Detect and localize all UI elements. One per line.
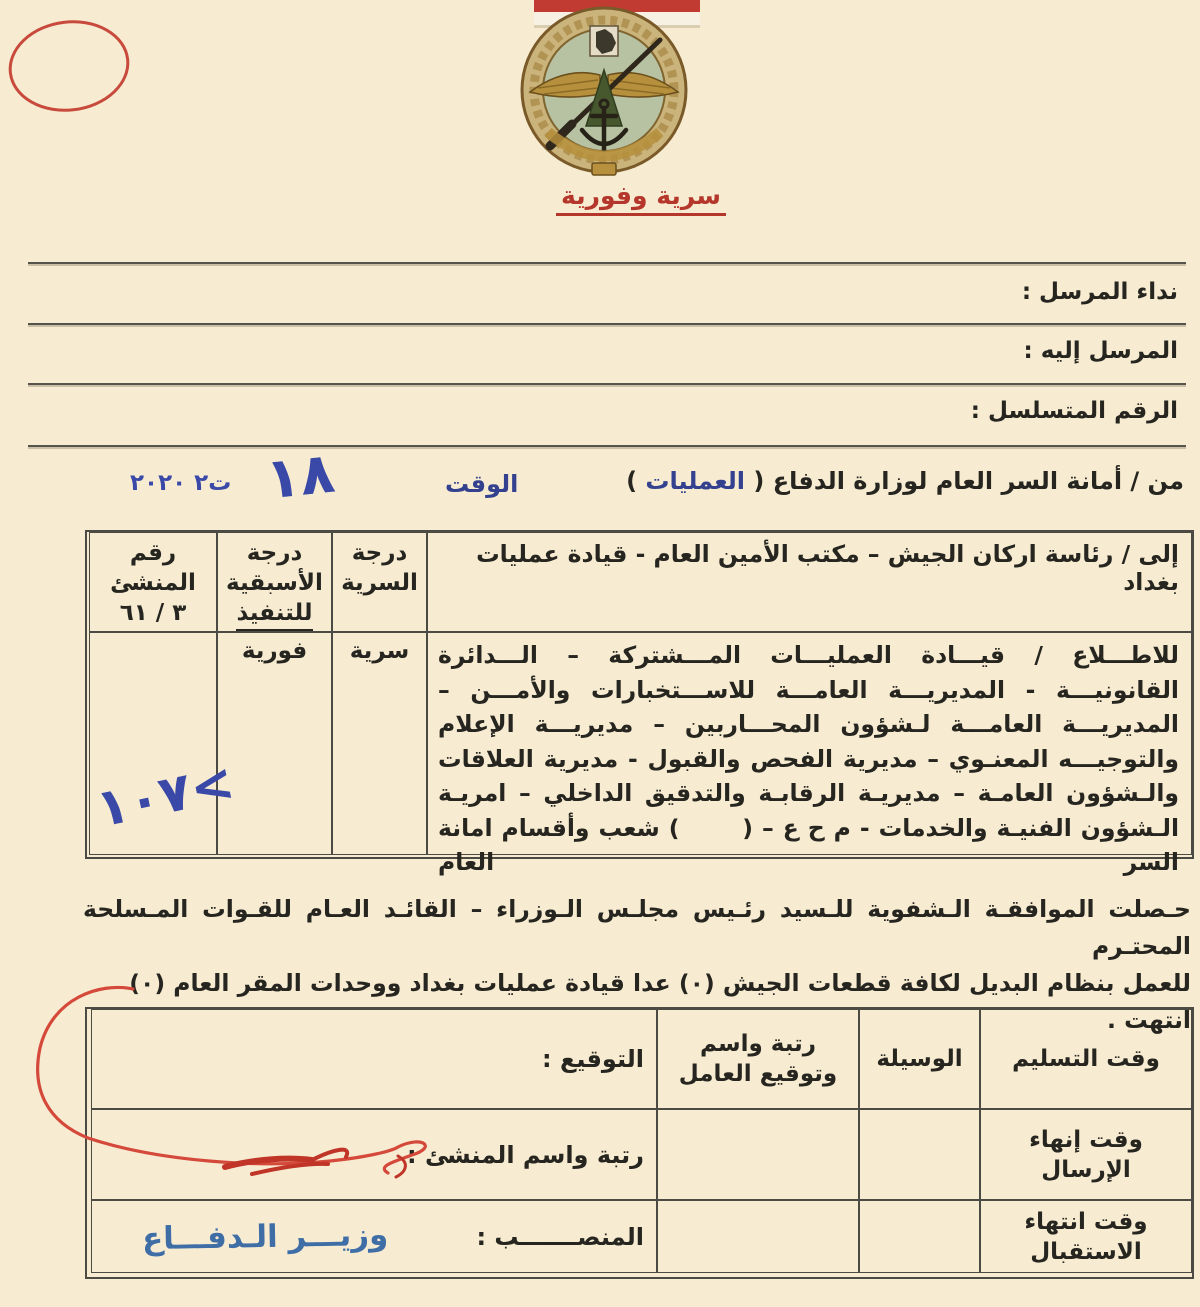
position-label-cell xyxy=(91,1200,657,1273)
priority-value-cell: فورية xyxy=(217,632,332,855)
send-end-line: وقت إنهاء xyxy=(1029,1126,1143,1153)
from-text: من / أمانة السر العام لوزارة الدفاع ( xyxy=(745,467,1184,495)
to-header-cell: إلى / رئاسة اركان الجيش – مكتب الأمين العام - قيادة عمليات بغداد xyxy=(427,532,1192,632)
operator-empty-cell xyxy=(657,1200,859,1273)
addressee-label: المرسل إليه : xyxy=(1023,338,1178,364)
handwritten-month-year: ت٢ ٢٠٢٠ xyxy=(130,470,232,496)
main-routing-table xyxy=(85,530,1194,876)
delivery-time-header-cell: وقت التسليم xyxy=(980,1009,1192,1109)
secrecy-header-line: درجة xyxy=(351,540,408,566)
originator-name-label-cell: رتبة واسم المنشئ : xyxy=(91,1109,657,1200)
handwritten-originator-number: ١٠٧< xyxy=(91,752,240,840)
priority-header-line: الأسبقية xyxy=(226,570,323,596)
signature-label-cell: التوقيع : xyxy=(91,1009,657,1109)
receive-end-time-cell xyxy=(980,1200,1192,1273)
form-rule-line xyxy=(28,262,1186,264)
from-text-close: ) xyxy=(626,467,646,495)
priority-header-line-underlined: للتنفيذ xyxy=(236,598,312,631)
send-end-time-cell xyxy=(980,1109,1192,1200)
from-line xyxy=(626,467,1184,495)
handwritten-day: ١٨ xyxy=(262,440,338,513)
approval-line-1: حـصلت الموافقـة الـشفوية للـسيد رئـيس مجلـس الـوزراء – القائـد العـام للقـوات المـسلحة المحتـرم xyxy=(83,895,1191,960)
delivery-signature-table xyxy=(85,1007,1194,1279)
classification-stamp: سرية وفورية xyxy=(556,181,726,216)
position-label: المنصـــــــب : xyxy=(476,1222,644,1251)
handwritten-minister-of-defense: وزيـــر الـدفـــاع xyxy=(141,1216,389,1257)
serial-number-label: الرقم المتسلسل : xyxy=(970,398,1178,424)
operator-empty-cell xyxy=(657,1109,859,1200)
originator-number-header-cell xyxy=(89,532,217,632)
receive-end-line: الاستقبال xyxy=(1030,1238,1142,1265)
means-empty-cell xyxy=(859,1200,980,1273)
ministry-of-defense-emblem xyxy=(520,0,700,185)
originator-header-line: المنشئ xyxy=(110,570,196,596)
originator-header-number: ٣ / ٦١ xyxy=(119,600,187,626)
originator-number-cell xyxy=(89,632,240,855)
red-pen-circle-annotation xyxy=(5,15,133,117)
secrecy-degree-header-cell xyxy=(332,532,427,632)
priority-header-line: درجة xyxy=(246,540,303,566)
receive-end-line: وقت انتهاء xyxy=(1024,1208,1148,1235)
distribution-info-cell: للاطـــلاع / قيـــادة العمليـــات المـــشتركة – الـــدائرة القانونيـــة - المديريـــة العامـــة للاســـتخبارات والأمـــن – المديريـــة العامـــة لـشؤون المحـــاربين – مديريـــة الإعلام والتوجيـــه المعنـوي – مديرية الفحص والقبول - مديرية العلاقات والـشؤون العامـة – مديريـة الرقابـة والتدقيق الداخلي – امريـة الـشؤون الفنيـة والخدمات - م ح ع – ( ) شعب وأقسام امانة السر العام xyxy=(427,632,1192,855)
sender-call-label: نداء المرسل : xyxy=(1021,279,1178,305)
form-rule-line xyxy=(28,445,1186,447)
form-rule-line xyxy=(28,323,1186,325)
send-end-line: الإرسال xyxy=(1041,1156,1131,1183)
operator-header-line: وتوقيع العامل xyxy=(678,1061,838,1087)
time-label: الوقت xyxy=(445,470,519,498)
secrecy-value-cell: سرية xyxy=(332,632,427,855)
approval-line-2: للعمل بنظام البديل لكافة قطعات الجيش (٠) عدا قيادة عمليات بغداد ووحدات المقر العام (٠) انتهت . xyxy=(129,969,1191,1034)
operator-header-cell xyxy=(657,1009,859,1109)
priority-degree-header-cell xyxy=(217,532,332,632)
means-empty-cell xyxy=(859,1109,980,1200)
form-rule-line xyxy=(28,383,1186,385)
secrecy-header-line: السرية xyxy=(341,570,418,596)
means-header-cell: الوسيلة xyxy=(859,1009,980,1109)
operator-header-line: رتبة واسم xyxy=(699,1031,817,1057)
originator-header-line: رقم xyxy=(129,540,177,566)
from-operations-word: العمليات xyxy=(645,467,746,495)
